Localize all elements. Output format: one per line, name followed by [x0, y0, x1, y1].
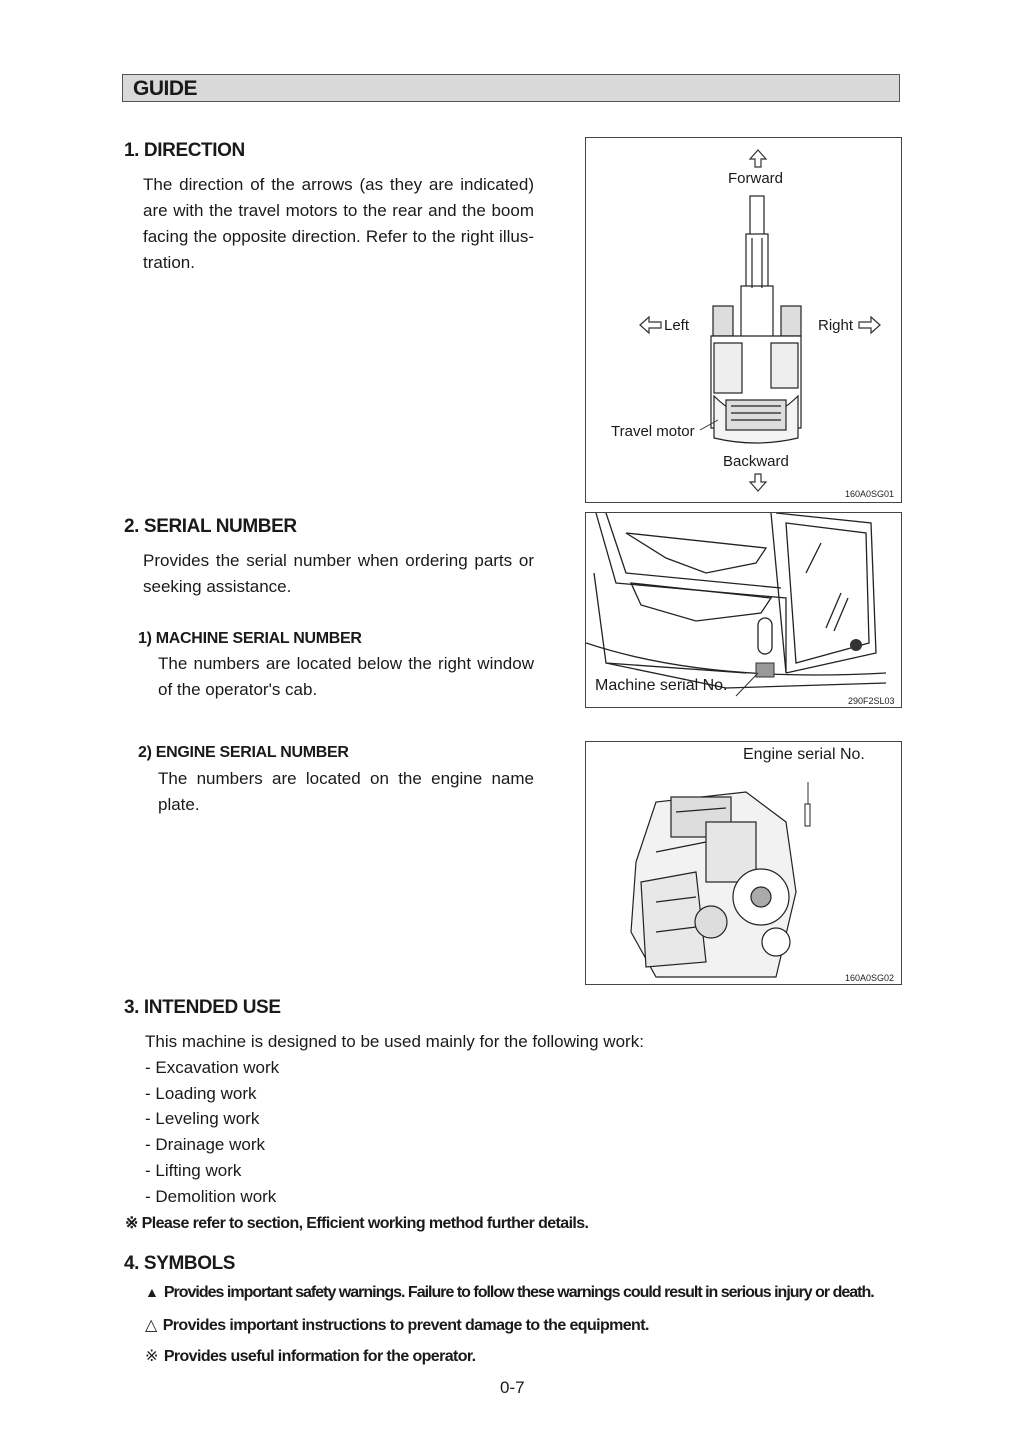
serial-paragraph	[143, 548, 534, 600]
symbol-row	[145, 1284, 874, 1302]
warning-triangle-filled-icon: ▲	[145, 1284, 158, 1300]
right-label: Right	[818, 317, 854, 334]
intended-use-intro: This machine is designed to be used mainly for the following work:	[145, 1032, 644, 1051]
direction-heading: 1. DIRECTION	[124, 140, 245, 161]
direction-line: The direction of the arrows (as they are indicated)	[143, 175, 534, 194]
engine-serial-heading: 2) ENGINE SERIAL NUMBER	[138, 744, 349, 761]
forward-label: Forward	[728, 170, 784, 187]
list-item: - Lifting work	[145, 1160, 242, 1180]
engine-serial-plate-marker	[805, 804, 810, 826]
direction-line: facing the opposite direction. Refer to the right illus-	[143, 227, 534, 246]
reference-mark-icon: ※	[145, 1348, 158, 1365]
figure-code: 160A0SG02	[845, 973, 895, 983]
engine-serial-line: plate.	[158, 795, 200, 814]
caution-triangle-outline-icon: △	[145, 1317, 157, 1334]
travel-motor-label: Travel motor	[611, 423, 695, 440]
left-arrow-icon	[640, 317, 661, 333]
symbols-heading: 4. SYMBOLS	[124, 1253, 236, 1274]
page-number: 0-7	[500, 1378, 525, 1397]
page-title: GUIDE	[133, 77, 198, 100]
machine-serial-line: The numbers are located below the right window	[158, 654, 534, 673]
list-item: - Demolition work	[145, 1186, 277, 1206]
list-item: - Excavation work	[145, 1058, 280, 1077]
direction-paragraph	[143, 172, 534, 276]
direction-line: are with the travel motors to the rear and the boom	[143, 201, 534, 220]
engine-serial-label: Engine serial No.	[743, 746, 865, 763]
engine-illustration	[586, 742, 901, 984]
engine-serial-paragraph	[158, 766, 534, 818]
symbol-row	[145, 1315, 649, 1335]
page-header-bar	[122, 74, 900, 102]
machine-serial-heading: 1) MACHINE SERIAL NUMBER	[138, 630, 362, 647]
figure-code: 290F2SL03	[848, 696, 895, 706]
symbol-row	[145, 1346, 476, 1366]
direction-figure	[585, 137, 902, 503]
engine-serial-figure	[585, 741, 902, 985]
list-item: - Leveling work	[145, 1109, 260, 1129]
serial-line: seeking assistance.	[143, 577, 292, 596]
reference-mark-icon: ※	[125, 1215, 138, 1232]
symbol-text: Provides important safety warnings. Failure to follow these warnings could result in serious injury or death.	[163, 1284, 874, 1301]
serial-line: Provides the serial number when ordering parts or	[143, 551, 534, 570]
forward-arrow-icon	[750, 150, 766, 167]
list-item: - Drainage work	[145, 1135, 265, 1155]
left-label: Left	[664, 317, 690, 334]
right-arrow-icon	[859, 317, 880, 333]
note-text: Please refer to section, Efficient working method further details.	[141, 1215, 589, 1232]
intended-use-heading: 3. INTENDED USE	[124, 997, 281, 1018]
backward-label: Backward	[723, 453, 789, 470]
excavator-top-view-illustration	[586, 138, 901, 502]
engine-serial-line: The numbers are located on the engine name	[158, 769, 534, 788]
intended-use-note	[125, 1213, 588, 1233]
machine-serial-figure	[585, 512, 902, 708]
machine-serial-line: of the operator's cab.	[158, 680, 318, 699]
serial-plate-marker	[756, 663, 774, 677]
backward-arrow-icon	[750, 474, 766, 491]
direction-line: tration.	[143, 253, 195, 272]
symbol-text: Provides useful information for the operator.	[163, 1348, 476, 1365]
list-item: - Loading work	[145, 1083, 257, 1103]
machine-serial-paragraph	[158, 651, 534, 703]
intended-use-list	[145, 1055, 279, 1209]
figure-code: 160A0SG01	[845, 489, 895, 499]
handle-icon	[850, 639, 862, 651]
symbol-text: Provides important instructions to prevent damage to the equipment.	[162, 1317, 649, 1334]
machine-serial-label: Machine serial No.	[595, 677, 728, 694]
serial-heading: 2. SERIAL NUMBER	[124, 516, 297, 537]
